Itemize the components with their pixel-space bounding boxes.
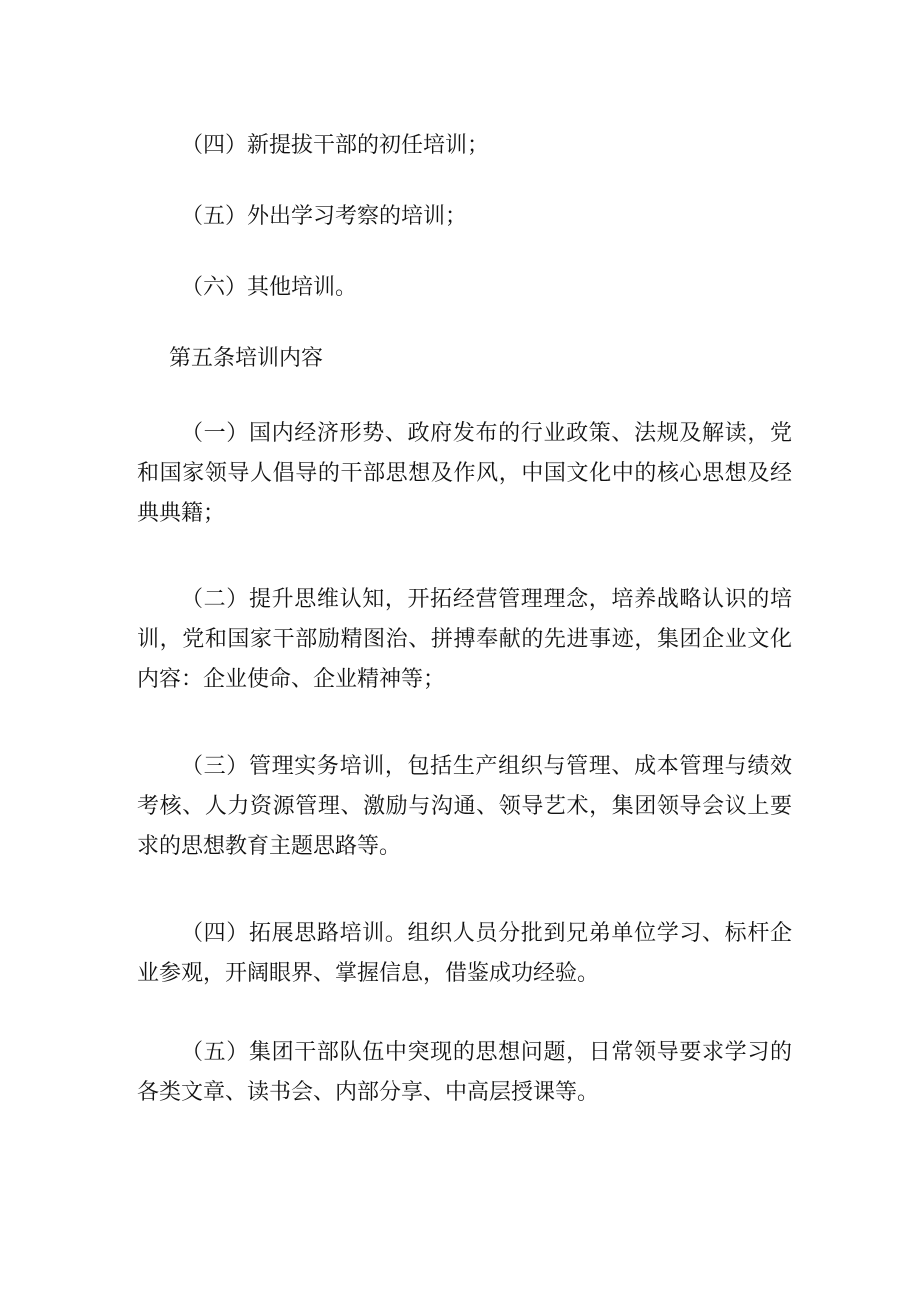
content-paragraph-1: （一）国内经济形势、政府发布的行业政策、法规及解读，党和国家领导人倡导的干部思想及作风，中国文化中的核心思想及经典典籍； <box>137 421 792 526</box>
list-item-4: （四）新提拔干部的初任培训； <box>181 133 490 158</box>
section-heading: 第五条培训内容 <box>169 346 324 371</box>
content-paragraph-3: （三）管理实务培训，包括生产组织与管理、成本管理与绩效考核、人力资源管理、激励与沟通、领导艺术，集团领导会议上要求的思想教育主题思路等。 <box>137 754 792 859</box>
list-item-6: （六）其他培训。 <box>181 275 358 300</box>
content-paragraph-2: （二）提升思维认知，开拓经营管理理念，培养战略认识的培训，党和国家干部励精图治、拼搏奉献的先进事迹，集团企业文化内容：企业使命、企业精神等； <box>137 587 792 692</box>
content-paragraph-5: （五）集团干部队伍中突现的思想问题，日常领导要求学习的各类文章、读书会、内部分享、中高层授课等。 <box>137 1040 792 1105</box>
content-paragraph-4: （四）拓展思路培训。组织人员分批到兄弟单位学习、标杆企业参观，开阔眼界、掌握信息，借鉴成功经验。 <box>137 921 792 986</box>
list-item-5: （五）外出学习考察的培训； <box>181 204 468 229</box>
